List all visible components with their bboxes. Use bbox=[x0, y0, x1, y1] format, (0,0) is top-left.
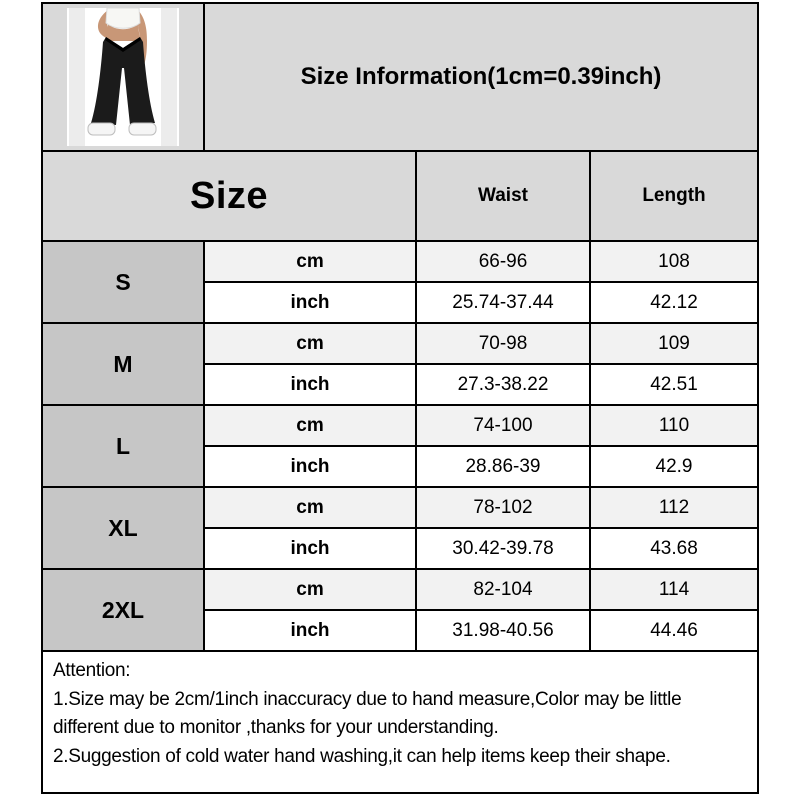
waist-column-header: Waist bbox=[417, 152, 589, 240]
unit-label-inch: inch bbox=[205, 283, 415, 322]
product-image bbox=[67, 8, 179, 146]
length-inch-value-2xl: 44.46 bbox=[591, 611, 757, 650]
size-row-label-s: S bbox=[43, 242, 203, 322]
waist-inch-value-xl: 30.42-39.78 bbox=[417, 529, 589, 568]
waist-inch-value-m: 27.3-38.22 bbox=[417, 365, 589, 404]
length-cm-value-m: 109 bbox=[591, 324, 757, 363]
unit-label-cm: cm bbox=[205, 242, 415, 281]
attention-heading: Attention: bbox=[53, 660, 131, 681]
unit-label-inch: inch bbox=[205, 365, 415, 404]
waist-cm-value-s: 66-96 bbox=[417, 242, 589, 281]
length-cm-value-2xl: 114 bbox=[591, 570, 757, 609]
unit-label-cm: cm bbox=[205, 570, 415, 609]
unit-label-inch: inch bbox=[205, 529, 415, 568]
length-inch-value-m: 42.51 bbox=[591, 365, 757, 404]
size-row-label-l: L bbox=[43, 406, 203, 486]
length-inch-value-s: 42.12 bbox=[591, 283, 757, 322]
unit-label-inch: inch bbox=[205, 447, 415, 486]
waist-cm-value-xl: 78-102 bbox=[417, 488, 589, 527]
pants-model-illustration bbox=[67, 8, 179, 146]
waist-inch-value-2xl: 31.98-40.56 bbox=[417, 611, 589, 650]
unit-label-cm: cm bbox=[205, 324, 415, 363]
size-row-label-2xl: 2XL bbox=[43, 570, 203, 650]
length-cm-value-xl: 112 bbox=[591, 488, 757, 527]
length-inch-value-l: 42.9 bbox=[591, 447, 757, 486]
waist-cm-value-2xl: 82-104 bbox=[417, 570, 589, 609]
attention-section bbox=[43, 652, 757, 792]
length-column-header: Length bbox=[591, 152, 757, 240]
size-row-label-m: M bbox=[43, 324, 203, 404]
waist-inch-value-l: 28.86-39 bbox=[417, 447, 589, 486]
unit-label-cm: cm bbox=[205, 406, 415, 445]
length-cm-value-l: 110 bbox=[591, 406, 757, 445]
size-chart-sheet bbox=[41, 2, 759, 794]
waist-cm-value-m: 70-98 bbox=[417, 324, 589, 363]
size-row-label-xl: XL bbox=[43, 488, 203, 568]
length-cm-value-s: 108 bbox=[591, 242, 757, 281]
attention-note-2: 2.Suggestion of cold water hand washing,it can help items keep their shape. bbox=[53, 745, 671, 767]
attention-note-1: 1.Size may be 2cm/1inch inaccuracy due to hand measure,Color may be little different due to monitor ,thanks for your understanding. bbox=[53, 688, 682, 738]
size-information-title: Size Information(1cm=0.39inch) bbox=[205, 4, 757, 150]
waist-cm-value-l: 74-100 bbox=[417, 406, 589, 445]
size-column-header: Size bbox=[43, 152, 415, 240]
product-image-cell bbox=[43, 4, 203, 150]
waist-inch-value-s: 25.74-37.44 bbox=[417, 283, 589, 322]
length-inch-value-xl: 43.68 bbox=[591, 529, 757, 568]
unit-label-cm: cm bbox=[205, 488, 415, 527]
unit-label-inch: inch bbox=[205, 611, 415, 650]
